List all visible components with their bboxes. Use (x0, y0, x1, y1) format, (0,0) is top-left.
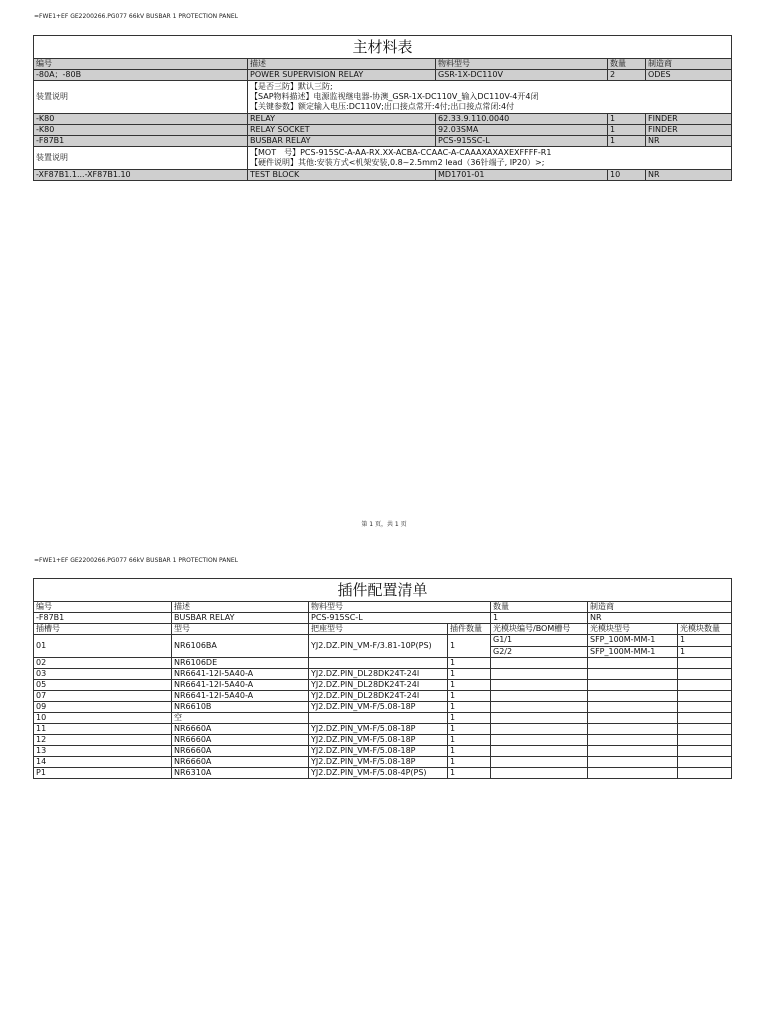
cell-optical-model: SFP_100M-MM-1 (588, 635, 678, 646)
cell-mfr: FINDER (648, 125, 678, 134)
col-header-optical-no: 光模块编号/BOM槽号 (491, 624, 588, 634)
cell-base: YJ2.DZ.PIN_VM-F/5.08-18P (309, 702, 448, 712)
table-row (34, 170, 731, 180)
cell-optical-count (678, 702, 731, 712)
cell-optical-no (491, 735, 588, 745)
cell-plugin-qty: 1 (448, 746, 491, 756)
col-header-desc: 描述 (172, 602, 309, 612)
cell-optical-no (491, 702, 588, 712)
col-header-mfr: 制造商 (648, 59, 672, 68)
cell-qty: 2 (608, 70, 646, 80)
note-line: 【MOT 号】PCS-915SC-A-AA-RX.XX-ACBA-CCAAC-A-CAAAXAXAXEXFFFF-R1 (250, 148, 552, 157)
cell-base (309, 713, 448, 723)
note-label: 装置说明 (34, 147, 248, 169)
cell-optical-no (491, 669, 588, 679)
cell-plugin-qty: 1 (448, 724, 491, 734)
cell-base: YJ2.DZ.PIN_DL28DK24T-24I (309, 669, 448, 679)
cell-model: MD1701-01 (436, 170, 608, 180)
main-material-table (33, 35, 732, 181)
note-line: 【关键参数】额定输入电压:DC110V;出口接点常开:4付;出口接点常闭:4付 (250, 102, 515, 111)
table-row (34, 658, 731, 669)
cell-base: YJ2.DZ.PIN_VM-F/5.08-18P (309, 735, 448, 745)
cell-plugin-qty: 1 (448, 702, 491, 712)
cell-base: YJ2.DZ.PIN_DL28DK24T-24I (309, 691, 448, 701)
col-header-qty: 数量 (608, 59, 646, 69)
cell-id: -K80 (34, 114, 248, 124)
table-row (34, 136, 731, 147)
cell-optical-count (678, 658, 731, 668)
col-header-type: 型号 (172, 624, 309, 634)
col-header-model: 物料型号 (309, 602, 491, 612)
cell-optical-no: G1/1 (491, 635, 588, 646)
cell-optical-no: G2/2 (491, 647, 588, 658)
note-content (248, 147, 731, 169)
cell-slot: 09 (34, 702, 172, 712)
cell-desc: BUSBAR RELAY (172, 613, 309, 623)
col-header-plugin-qty: 插件数量 (448, 624, 491, 634)
cell-plugin-qty: 1 (448, 635, 491, 657)
table-row (34, 613, 731, 624)
cell-optical-model: SFP_100M-MM-1 (588, 647, 678, 658)
cell-slot: 10 (34, 713, 172, 723)
cell-type: NR6610B (172, 702, 309, 712)
cell-model: 62.33.9.110.0040 (436, 114, 608, 124)
cell-type: NR6310A (172, 768, 309, 778)
cell-optical-model (588, 713, 678, 723)
note-line: 【是否三防】默认三防; (250, 82, 333, 91)
cell-base (309, 658, 448, 668)
cell-optical-no (491, 658, 588, 668)
cell-optical-model (588, 691, 678, 701)
page2-header: =FWE1+EF GE2200266.PG077 66kV BUSBAR 1 PROTECTION PANEL (34, 557, 239, 564)
cell-optical-model (588, 724, 678, 734)
cell-optical-model (588, 658, 678, 668)
cell-base: YJ2.DZ.PIN_DL28DK24T-24I (309, 680, 448, 690)
cell-model: PCS-915SC-L (309, 613, 491, 623)
cell-base: YJ2.DZ.PIN_VM-F/5.08-18P (309, 724, 448, 734)
cell-qty: 1 (608, 125, 646, 135)
cell-optical-model (588, 746, 678, 756)
cell-plugin-qty: 1 (448, 735, 491, 745)
table-row (34, 691, 731, 702)
cell-optical-count (678, 691, 731, 701)
cell-optical-model (588, 680, 678, 690)
cell-desc: POWER SUPERVISION RELAY (248, 70, 436, 80)
cell-plugin-qty: 1 (448, 669, 491, 679)
cell-optical-no (491, 691, 588, 701)
cell-type: NR6660A (172, 757, 309, 767)
cell-desc: RELAY SOCKET (248, 125, 436, 135)
optical-subrow (491, 647, 731, 658)
table-row (34, 735, 731, 746)
note-label: 装置说明 (34, 81, 248, 113)
cell-plugin-qty: 1 (448, 691, 491, 701)
cell-qty: 10 (608, 170, 646, 180)
cell-optical-count (678, 757, 731, 767)
cell-qty: 1 (608, 114, 646, 124)
cell-id: -F87B1 (34, 136, 248, 146)
table-row (34, 702, 731, 713)
col-header-id: 编号 (34, 602, 172, 612)
cell-type: NR6660A (172, 746, 309, 756)
cell-optical-count (678, 669, 731, 679)
cell-plugin-qty: 1 (448, 713, 491, 723)
cell-slot: 05 (34, 680, 172, 690)
col-header-id: 编号 (34, 59, 248, 69)
table-row (34, 724, 731, 735)
table-row (34, 70, 731, 81)
col-header-optical-model: 光模块型号 (588, 624, 678, 634)
cell-qty: 1 (608, 136, 646, 146)
page1-header: =FWE1+EF GE2200266.PG077 66kV BUSBAR 1 PROTECTION PANEL (34, 13, 239, 20)
cell-type: NR6641-12I-5A40-A (172, 691, 309, 701)
cell-id: -K80 (34, 125, 248, 135)
cell-type: NR6106BA (172, 635, 309, 657)
table-row (34, 114, 731, 125)
cell-slot: 01 (34, 635, 172, 657)
cell-type: NR6660A (172, 724, 309, 734)
col-header-model: 物料型号 (436, 59, 608, 69)
plugin-config-title: 插件配置清单 (34, 579, 731, 602)
cell-optical-no (491, 713, 588, 723)
cell-type: NR6106DE (172, 658, 309, 668)
cell-optical-model (588, 702, 678, 712)
col-header-qty: 数量 (491, 602, 588, 612)
cell-optical-count (678, 746, 731, 756)
cell-base: YJ2.DZ.PIN_VM-F/5.08-18P (309, 757, 448, 767)
table-row (34, 757, 731, 768)
note-content (248, 81, 731, 113)
cell-model: 92.03SMA (436, 125, 608, 135)
cell-optical-count (678, 680, 731, 690)
cell-slot: 12 (34, 735, 172, 745)
cell-plugin-qty: 1 (448, 768, 491, 778)
cell-model: PCS-915SC-L (436, 136, 608, 146)
cell-mfr: NR (648, 136, 660, 145)
table-row (34, 746, 731, 757)
cell-slot: P1 (34, 768, 172, 778)
cell-qty: 1 (491, 613, 588, 623)
table-row (34, 635, 731, 658)
cell-optical-no (491, 746, 588, 756)
cell-optical-no (491, 724, 588, 734)
slot-rows (34, 658, 731, 778)
table-row (34, 669, 731, 680)
table-header-row (34, 624, 731, 635)
col-header-base: 把座型号 (309, 624, 448, 634)
cell-type: 空 (172, 713, 309, 723)
table-row (34, 713, 731, 724)
cell-plugin-qty: 1 (448, 658, 491, 668)
cell-optical-count (678, 735, 731, 745)
note-line: 【硬件说明】其他:安装方式<机架安装,0.8~2.5mm2 lead（36针端子, IP20）>; (250, 158, 545, 167)
cell-mfr: ODES (648, 70, 671, 79)
cell-id: -F87B1 (34, 613, 172, 623)
cell-optical-count: 1 (680, 646, 686, 656)
note-line: 【SAP物料描述】电源监视继电器-协澳_GSR-1X-DC110V_输入DC110V-4开4闭 (250, 92, 539, 101)
cell-mfr: FINDER (648, 114, 678, 123)
cell-plugin-qty: 1 (448, 757, 491, 767)
table-row (34, 125, 731, 136)
cell-slot: 11 (34, 724, 172, 734)
cell-optical-no (491, 680, 588, 690)
cell-optical-count (678, 724, 731, 734)
cell-slot: 13 (34, 746, 172, 756)
col-header-desc: 描述 (248, 59, 436, 69)
cell-type: NR6660A (172, 735, 309, 745)
cell-optical-model (588, 757, 678, 767)
cell-slot: 07 (34, 691, 172, 701)
cell-type: NR6641-12I-5A40-A (172, 669, 309, 679)
cell-desc: BUSBAR RELAY (248, 136, 436, 146)
cell-id: -XF87B1.1...-XF87B1.10 (34, 170, 248, 180)
optical-subrows (491, 635, 731, 657)
col-header-optical-count: 光模块数量 (680, 624, 720, 633)
cell-desc: TEST BLOCK (248, 170, 436, 180)
cell-mfr: NR (590, 613, 602, 622)
cell-optical-no (491, 768, 588, 778)
cell-slot: 03 (34, 669, 172, 679)
optical-subrow (491, 635, 731, 647)
cell-optical-model (588, 735, 678, 745)
cell-slot: 02 (34, 658, 172, 668)
note-row (34, 147, 731, 170)
cell-optical-no (491, 757, 588, 767)
col-header-slot: 插槽号 (34, 624, 172, 634)
cell-optical-count: 1 (680, 635, 686, 644)
cell-desc: RELAY (248, 114, 436, 124)
note-row (34, 81, 731, 114)
table-header-row (34, 602, 731, 613)
table-header-row (34, 59, 731, 70)
page-number: 第 1 页，共 1 页 (361, 521, 407, 528)
cell-optical-model (588, 768, 678, 778)
table-row (34, 680, 731, 691)
col-header-mfr: 制造商 (590, 602, 614, 611)
cell-model: GSR-1X-DC110V (436, 70, 608, 80)
cell-mfr: NR (648, 170, 660, 179)
cell-optical-count (678, 713, 731, 723)
plugin-config-table (33, 578, 732, 779)
table-row (34, 768, 731, 778)
cell-optical-model (588, 669, 678, 679)
main-material-title: 主材料表 (34, 36, 731, 59)
cell-optical-count (678, 768, 731, 778)
cell-base: YJ2.DZ.PIN_VM-F/3.81-10P(PS) (309, 635, 448, 657)
cell-base: YJ2.DZ.PIN_VM-F/5.08-18P (309, 746, 448, 756)
cell-type: NR6641-12I-5A40-A (172, 680, 309, 690)
cell-slot: 14 (34, 757, 172, 767)
cell-id: -80A；-80B (34, 70, 248, 80)
cell-plugin-qty: 1 (448, 680, 491, 690)
cell-base: YJ2.DZ.PIN_VM-F/5.08-4P(PS) (309, 768, 448, 778)
